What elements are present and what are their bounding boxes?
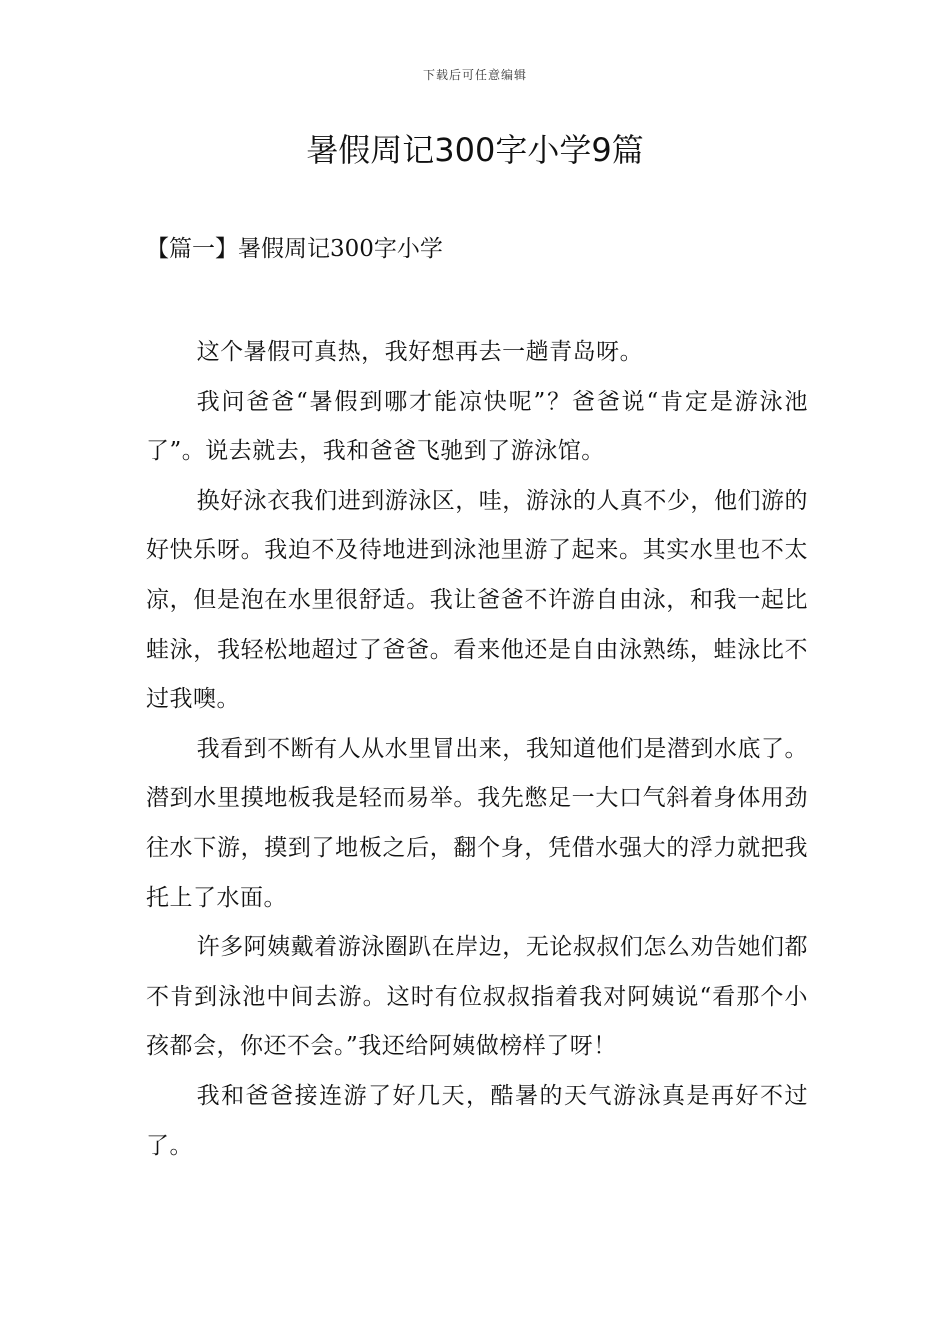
paragraph: 我问爸爸“暑假到哪才能凉快呢”？爸爸说“肯定是游泳池了”。说去就去，我和爸爸飞驰到了游泳馆。 (146, 388, 808, 465)
paragraph: 换好泳衣我们进到游泳区，哇，游泳的人真不少，他们游的好快乐呀。我迫不及待地进到泳池里游了起来。其实水里也不太凉，但是泡在水里很舒适。我让爸爸不许游自由泳，和我一起比蛙泳，我轻松地超过了爸爸。看来他还是自由泳熟练，蛙泳比不过我噢。 (146, 487, 808, 713)
body-text (146, 328, 808, 1171)
header-note: 下载后可任意编辑 (422, 68, 527, 82)
document-title: 暑假周记300字小学9篇 (306, 131, 644, 169)
section-heading: 【篇一】暑假周记300字小学 (146, 236, 443, 262)
paragraph: 我看到不断有人从水里冒出来，我知道他们是潜到水底了。潜到水里摸地板我是轻而易举。我先憋足一大口气斜着身体用劲往水下游，摸到了地板之后，翻个身，凭借水强大的浮力就把我托上了水面。 (146, 735, 808, 911)
paragraph: 我和爸爸接连游了好几天，酷暑的天气游泳真是再好不过了。 (146, 1082, 808, 1159)
paragraph: 这个暑假可真热，我好想再去一趟青岛呀。 (196, 339, 644, 365)
paragraph: 许多阿姨戴着游泳圈趴在岸边，无论叔叔们怎么劝告她们都不肯到泳池中间去游。这时有位叔叔指着我对阿姨说“看那个小孩都会，你还不会。”我还给阿姨做榜样了呀！ (146, 934, 808, 1060)
